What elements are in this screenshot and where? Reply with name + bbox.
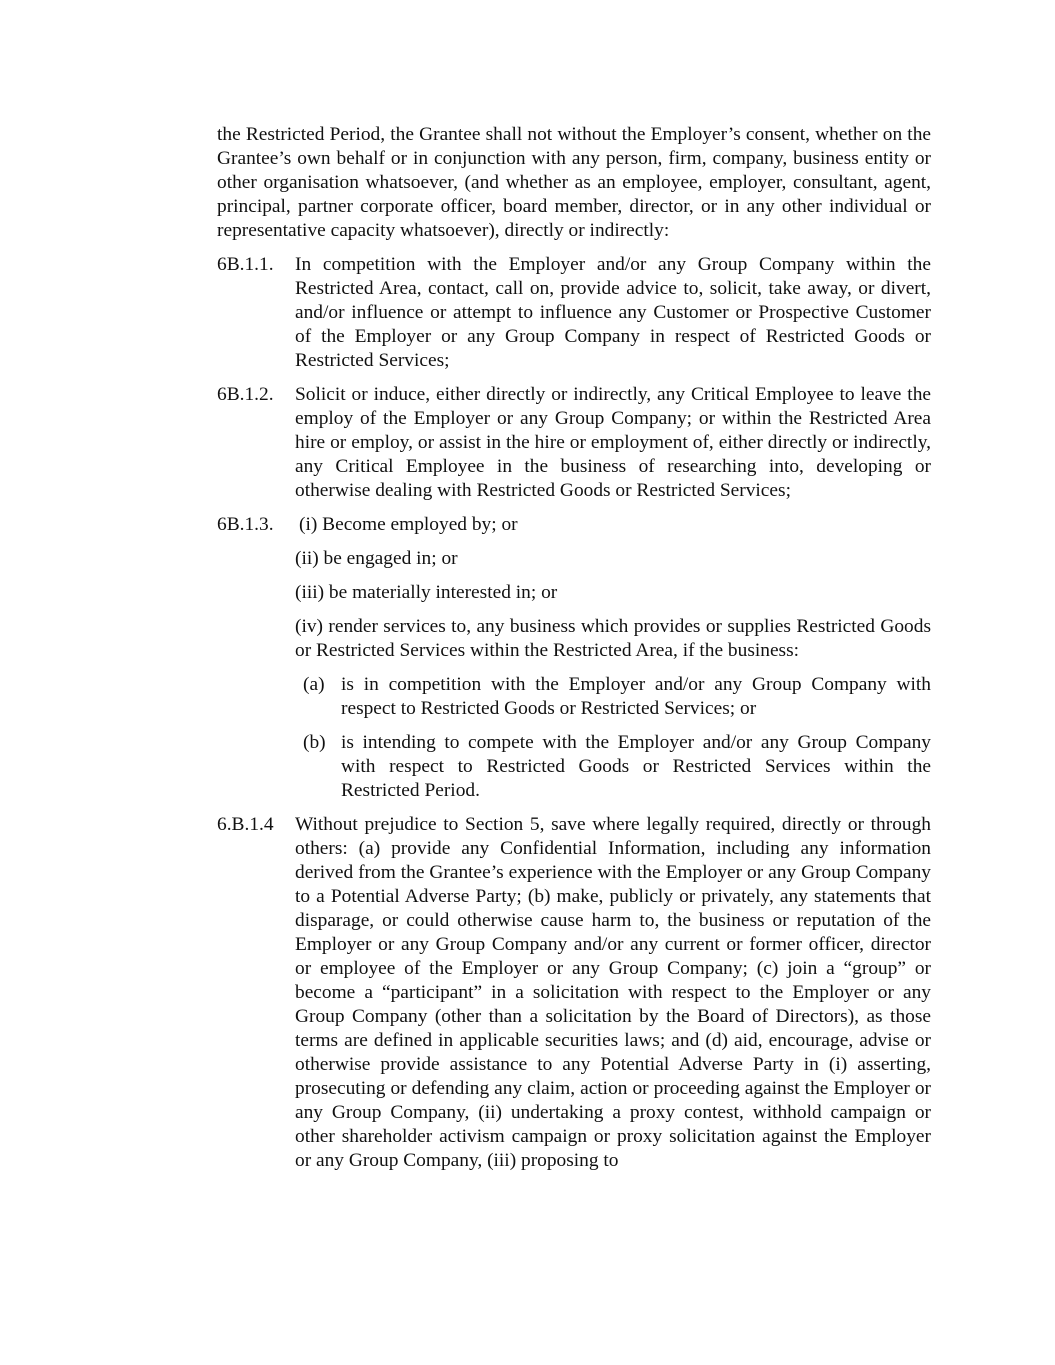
sub-text: is in competition with the Employer and/or any Group Company with respect to Restricted Goods or Restricted Services; or bbox=[341, 674, 931, 719]
clause-number: 6B.1.2. bbox=[217, 384, 274, 405]
clause-number: 6B.1.3. bbox=[217, 514, 274, 535]
clause-text: Without prejudice to Section 5, save where legally required, directly or through others: (a) provide any Confidential Information, including any information derived from the Grantee’s experience with the Employer or any Group Company to a Potential Adverse Party; (b) make, publicly or privately, any statements that disparage, or could otherwise cause harm to, the business or reputation of the Employer or any Group Company and/or any current or former officer, director or employee of the Employer or any Group Company; (c) join a “group” or become a “participant” in a solicitation with respect to the Employer or any Group Company (other than a solicitation by the Board of Directors), as those terms are defined in applicable securities laws; and (d) aid, encourage, advise or otherwise provide assistance to any Potential Adverse Party in (i) asserting, prosecuting or defending any claim, action or proceeding against the Employer or any Group Company, (ii) undertaking a proxy contest, withhold campaign or other shareholder activism campaign or proxy solicitation against the Employer or any Group Company, (iii) proposing to bbox=[295, 814, 931, 1171]
clause-number: 6.B.1.4 bbox=[217, 814, 274, 835]
clause-sub-b bbox=[303, 731, 931, 803]
intro-paragraph: the Restricted Period, the Grantee shall not without the Employer’s consent, whether on the Grantee’s own behalf or in conjunction with any person, firm, company, business entity or other organisation whatsoever, (and whether as an employee, employer, consultant, agent, principal, partner corporate officer, board member, director, or in any other individual or representative capacity whatsoever), directly or indirectly: bbox=[217, 124, 931, 241]
clause-item-iv: (iv) render services to, any business which provides or supplies Restricted Goods or Restricted Services within the Restricted Area, if the business: bbox=[295, 616, 931, 661]
clause-number: 6B.1.1. bbox=[217, 254, 274, 275]
clause-text: In competition with the Employer and/or any Group Company within the Restricted Area, contact, call on, provide advice to, solicit, take away, or divert, and/or influence or attempt to influence any Customer or Prospective Customer of the Employer or any Group Company in respect of Restricted Goods or Restricted Services; bbox=[295, 254, 931, 371]
clause-6b-1-3 bbox=[217, 513, 931, 537]
sub-label: (b) bbox=[303, 732, 326, 753]
document-page bbox=[217, 123, 931, 1183]
clause-item-ii: (ii) be engaged in; or bbox=[295, 548, 458, 569]
clause-text: Solicit or induce, either directly or indirectly, any Critical Employee to leave the employ of the Employer or any Group Company; or within the Restricted Area hire or employ, or assist in the hire or employment of, either directly or indirectly, any Critical Employee in the business of researching into, developing or otherwise dealing with Restricted Goods or Restricted Services; bbox=[295, 384, 931, 501]
clause-item-iii: (iii) be materially interested in; or bbox=[295, 582, 558, 603]
sub-label: (a) bbox=[303, 674, 325, 695]
sub-text: is intending to compete with the Employer and/or any Group Company with respect to Restricted Goods or Restricted Services within the Restricted Period. bbox=[341, 732, 931, 801]
clause-item-i: (i) Become employed by; or bbox=[299, 514, 518, 535]
clause-6b-1-4 bbox=[217, 813, 931, 1173]
clause-6b-1-1 bbox=[217, 253, 931, 373]
clause-sub-a bbox=[303, 673, 931, 721]
clause-6b-1-2 bbox=[217, 383, 931, 503]
